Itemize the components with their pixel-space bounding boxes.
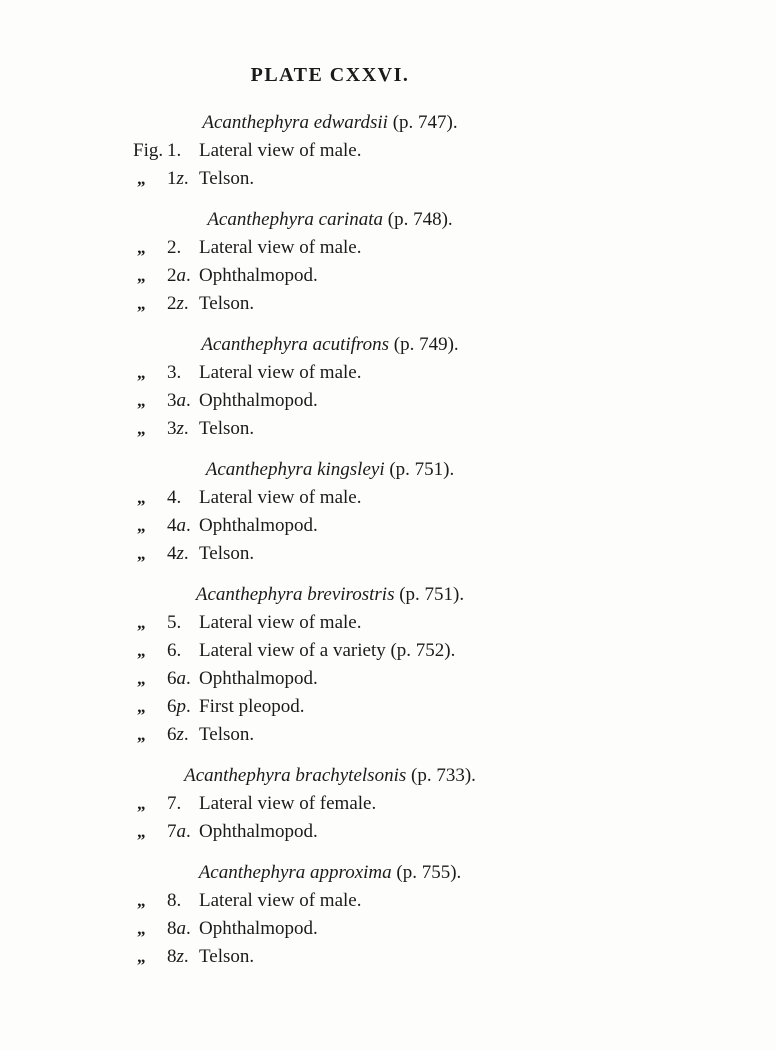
figure-number: 6p. [167, 696, 191, 717]
species-page-ref: (p. 748). [383, 209, 453, 230]
figure-description: Telson. [199, 168, 255, 189]
ditto-mark: „ [137, 919, 145, 938]
species-page-ref: (p. 755). [391, 862, 462, 883]
ditto-mark: „ [137, 725, 145, 744]
figure-number: 4z. [167, 543, 189, 564]
species-heading [133, 109, 527, 137]
species-page-ref: (p. 751). [394, 584, 465, 605]
figure-entry [133, 512, 553, 540]
figure-number: 7a. [167, 821, 191, 842]
ditto-mark: „ [137, 641, 145, 660]
species-heading [133, 581, 527, 609]
figure-entry [133, 484, 553, 512]
figure-label: Fig. [133, 140, 164, 161]
figure-description: Lateral view of male. [199, 612, 362, 633]
plate-contents [133, 109, 553, 971]
ditto-mark: „ [137, 669, 145, 688]
figure-number: 8. [167, 890, 182, 911]
figure-number: 2a. [167, 265, 191, 286]
figure-number: 7. [167, 793, 182, 814]
species-heading [133, 859, 527, 887]
ditto-mark: „ [137, 891, 145, 910]
figure-number: 8z. [167, 946, 189, 967]
figure-description: Lateral view of male. [199, 890, 362, 911]
figure-description: Lateral view of female. [199, 793, 377, 814]
species-name: Acanthephyra approxima [198, 862, 392, 883]
ditto-mark: „ [137, 516, 145, 535]
figure-entry [133, 721, 553, 749]
ditto-mark: „ [137, 266, 145, 285]
ditto-mark: „ [137, 613, 145, 632]
figure-entry [133, 165, 553, 193]
figure-description: Ophthalmopod. [199, 918, 318, 939]
figure-number: 4a. [167, 515, 191, 536]
species-heading [133, 331, 527, 359]
species-name: Acanthephyra brachytelsonis [184, 765, 407, 786]
ditto-mark: „ [137, 947, 145, 966]
figure-number: 8a. [167, 918, 191, 939]
figure-description: Ophthalmopod. [199, 821, 318, 842]
figure-number: 1. [167, 140, 182, 161]
figure-description: Ophthalmopod. [199, 390, 318, 411]
figure-entry [133, 290, 553, 318]
figure-description: Telson. [199, 418, 255, 439]
species-page-ref: (p. 733). [406, 765, 476, 786]
figure-entry [133, 790, 553, 818]
figure-description: First pleopod. [199, 696, 305, 717]
figure-description: Lateral view of male. [199, 362, 362, 383]
figure-number: 6a. [167, 668, 191, 689]
figure-description: Lateral view of male. [199, 237, 362, 258]
figure-number: 2. [167, 237, 182, 258]
species-page-ref: (p. 751). [384, 459, 455, 480]
species-page-ref: (p. 747). [387, 112, 458, 133]
figure-number: 5. [167, 612, 182, 633]
figure-description: Lateral view of male. [199, 140, 362, 161]
figure-entry [133, 609, 553, 637]
ditto-mark: „ [137, 391, 145, 410]
figure-number: 3a. [167, 390, 191, 411]
figure-entry [133, 818, 553, 846]
species-heading [133, 456, 527, 484]
species-name: Acanthephyra carinata [207, 209, 384, 230]
species-name: Acanthephyra kingsleyi [205, 459, 385, 480]
figure-description: Lateral view of male. [199, 487, 362, 508]
ditto-mark: „ [137, 169, 145, 188]
figure-entry [133, 637, 553, 665]
ditto-mark: „ [137, 822, 145, 841]
ditto-mark: „ [137, 294, 145, 313]
figure-number: 3z. [167, 418, 189, 439]
figure-entry [133, 137, 553, 165]
figure-entry [133, 915, 553, 943]
figure-description: Telson. [199, 293, 255, 314]
ditto-mark: „ [137, 794, 145, 813]
figure-description: Ophthalmopod. [199, 515, 318, 536]
page-title: PLATE CXXVI. [250, 64, 410, 86]
species-name: Acanthephyra acutifrons [201, 334, 390, 355]
species-heading [133, 206, 527, 234]
figure-description: Telson. [199, 946, 255, 967]
figure-description: Ophthalmopod. [199, 668, 318, 689]
figure-number: 6. [167, 640, 182, 661]
species-heading [133, 762, 527, 790]
figure-description: Telson. [199, 543, 255, 564]
ditto-mark: „ [137, 697, 145, 716]
figure-description: Ophthalmopod. [199, 265, 318, 286]
ditto-mark: „ [137, 363, 145, 382]
ditto-mark: „ [137, 419, 145, 438]
species-page-ref: (p. 749). [389, 334, 459, 355]
figure-description: Lateral view of a variety (p. 752). [199, 640, 456, 661]
figure-entry [133, 943, 553, 971]
figure-number: 2z. [167, 293, 189, 314]
figure-entry [133, 234, 553, 262]
figure-entry [133, 387, 553, 415]
ditto-mark: „ [137, 488, 145, 507]
figure-entry [133, 693, 553, 721]
figure-entry [133, 540, 553, 568]
ditto-mark: „ [137, 544, 145, 563]
figure-description: Telson. [199, 724, 255, 745]
figure-number: 3. [167, 362, 182, 383]
figure-entry [133, 665, 553, 693]
figure-entry [133, 359, 553, 387]
figure-entry [133, 887, 553, 915]
figure-entry [133, 262, 553, 290]
figure-number: 1z. [167, 168, 189, 189]
ditto-mark: „ [137, 238, 145, 257]
figure-number: 6z. [167, 724, 189, 745]
species-name: Acanthephyra brevirostris [195, 584, 395, 605]
figure-entry [133, 415, 553, 443]
figure-number: 4. [167, 487, 182, 508]
species-name: Acanthephyra edwardsii [202, 112, 388, 133]
